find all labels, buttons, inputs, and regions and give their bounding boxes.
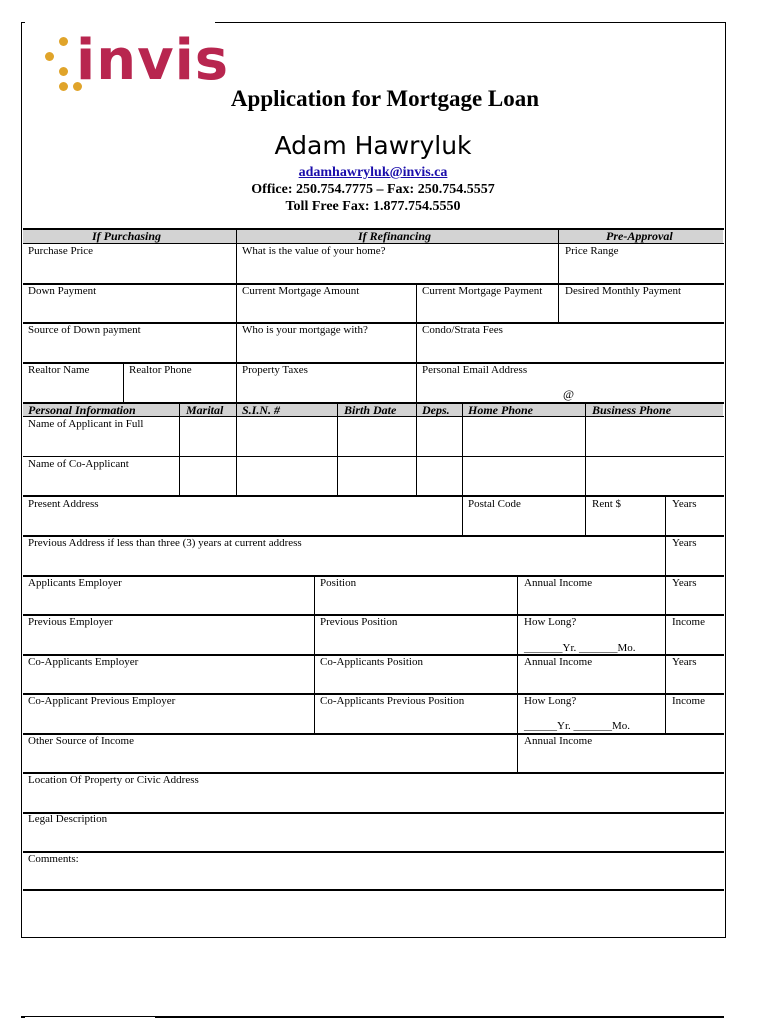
- rule: [665, 496, 666, 733]
- property-taxes-field[interactable]: Property Taxes: [242, 364, 308, 376]
- if-purchasing-header: If Purchasing: [92, 229, 162, 243]
- rule: [517, 576, 518, 772]
- deps-header: Deps.: [422, 403, 450, 417]
- annual-income-field[interactable]: Annual Income: [524, 577, 593, 589]
- mortgage-with-field[interactable]: Who is your mortgage with?: [242, 324, 368, 336]
- logo-dot-icon: [59, 37, 68, 46]
- co-applicants-employer-field[interactable]: Co-Applicants Employer: [28, 656, 139, 668]
- co-applicant-name-field[interactable]: Name of Co-Applicant: [28, 458, 129, 470]
- years-field[interactable]: Years: [672, 537, 697, 549]
- income-field[interactable]: Income: [672, 616, 705, 628]
- realtor-phone-field[interactable]: Realtor Phone: [129, 364, 192, 376]
- annual-income-field[interactable]: Annual Income: [524, 735, 593, 747]
- logo-text: invis: [76, 28, 230, 93]
- annual-income-field[interactable]: Annual Income: [524, 656, 593, 668]
- previous-employer-field[interactable]: Previous Employer: [28, 616, 113, 628]
- years-field[interactable]: Years: [672, 656, 697, 668]
- birth-date-header: Birth Date: [344, 403, 397, 417]
- rule: [23, 889, 724, 891]
- rule: [416, 403, 417, 496]
- rule: [314, 576, 315, 733]
- rule: [236, 229, 237, 403]
- yr-mo-field[interactable]: _______Yr. _______Mo.: [524, 642, 636, 654]
- rule: [23, 812, 724, 814]
- logo-dot-icon: [59, 67, 68, 76]
- postal-code-field[interactable]: Postal Code: [468, 498, 521, 510]
- rule: [23, 575, 724, 577]
- other-income-field[interactable]: Other Source of Income: [28, 735, 134, 747]
- rule: [123, 363, 124, 403]
- broker-email-link[interactable]: adamhawryluk@invis.ca: [298, 165, 448, 180]
- home-phone-header: Home Phone: [468, 403, 533, 417]
- rule: [416, 284, 417, 403]
- logo-dot-icon: [59, 82, 68, 91]
- previous-position-field[interactable]: Previous Position: [320, 616, 398, 628]
- condo-fees-field[interactable]: Condo/Strata Fees: [422, 324, 503, 336]
- co-applicant-previous-employer-field[interactable]: Co-Applicant Previous Employer: [28, 695, 176, 707]
- purchase-price-field[interactable]: Purchase Price: [28, 245, 94, 257]
- property-location-field[interactable]: Location Of Property or Civic Address: [28, 774, 199, 786]
- rule: [23, 243, 724, 244]
- down-payment-field[interactable]: Down Payment: [28, 285, 97, 297]
- business-phone-header: Business Phone: [592, 403, 672, 417]
- logo-dot-icon: [45, 52, 54, 61]
- how-long-field[interactable]: How Long?: [524, 695, 577, 707]
- toll-free-fax: Toll Free Fax: 1.877.754.5550: [285, 199, 461, 214]
- broker-name: Adam Hawryluk: [274, 131, 472, 160]
- rule: [23, 851, 724, 853]
- years-field[interactable]: Years: [672, 498, 697, 510]
- comments-field[interactable]: Comments:: [28, 853, 79, 865]
- frame-gap: [25, 20, 215, 24]
- page-title: Application for Mortgage Loan: [230, 86, 540, 111]
- rule: [23, 495, 724, 497]
- personal-information-header: Personal Information: [28, 403, 136, 417]
- sin-header: S.I.N. #: [242, 403, 281, 417]
- source-down-payment-field[interactable]: Source of Down payment: [28, 324, 141, 336]
- rule: [179, 403, 180, 496]
- yr-mo-field[interactable]: ______Yr. _______Mo.: [524, 720, 631, 732]
- previous-address-field[interactable]: Previous Address if less than three (3) years at current address: [28, 537, 302, 549]
- if-refinancing-header: If Refinancing: [358, 229, 432, 243]
- how-long-field[interactable]: How Long?: [524, 616, 577, 628]
- rule: [236, 403, 237, 496]
- present-address-field[interactable]: Present Address: [28, 498, 99, 510]
- applicants-employer-field[interactable]: Applicants Employer: [28, 577, 122, 589]
- email-at-sign: @: [563, 387, 575, 401]
- rule: [558, 229, 559, 323]
- income-field[interactable]: Income: [672, 695, 705, 707]
- applicant-name-field[interactable]: Name of Applicant in Full: [28, 418, 144, 430]
- pre-approval-header: Pre-Approval: [606, 229, 673, 243]
- home-value-field[interactable]: What is the value of your home?: [242, 245, 386, 257]
- rule: [337, 403, 338, 496]
- rule: [585, 403, 586, 535]
- personal-email-field[interactable]: Personal Email Address: [422, 364, 528, 376]
- position-field[interactable]: Position: [320, 577, 357, 589]
- office-phone-fax: Office: 250.754.7775 – Fax: 250.754.5557: [251, 182, 495, 197]
- co-applicants-position-field[interactable]: Co-Applicants Position: [320, 656, 423, 668]
- legal-description-field[interactable]: Legal Description: [28, 813, 108, 825]
- invis-logo: [42, 28, 230, 102]
- current-mortgage-amount-field[interactable]: Current Mortgage Amount: [242, 285, 360, 297]
- rule: [23, 456, 724, 457]
- frame-gap: [25, 1017, 155, 1021]
- co-applicants-previous-position-field[interactable]: Co-Applicants Previous Position: [320, 695, 465, 707]
- rent-field[interactable]: Rent $: [592, 498, 622, 510]
- desired-monthly-payment-field[interactable]: Desired Monthly Payment: [565, 285, 682, 297]
- marital-header: Marital: [186, 403, 224, 417]
- realtor-name-field[interactable]: Realtor Name: [28, 364, 90, 376]
- current-mortgage-payment-field[interactable]: Current Mortgage Payment: [422, 285, 543, 297]
- years-field[interactable]: Years: [672, 577, 697, 589]
- price-range-field[interactable]: Price Range: [565, 245, 619, 257]
- rule: [462, 403, 463, 535]
